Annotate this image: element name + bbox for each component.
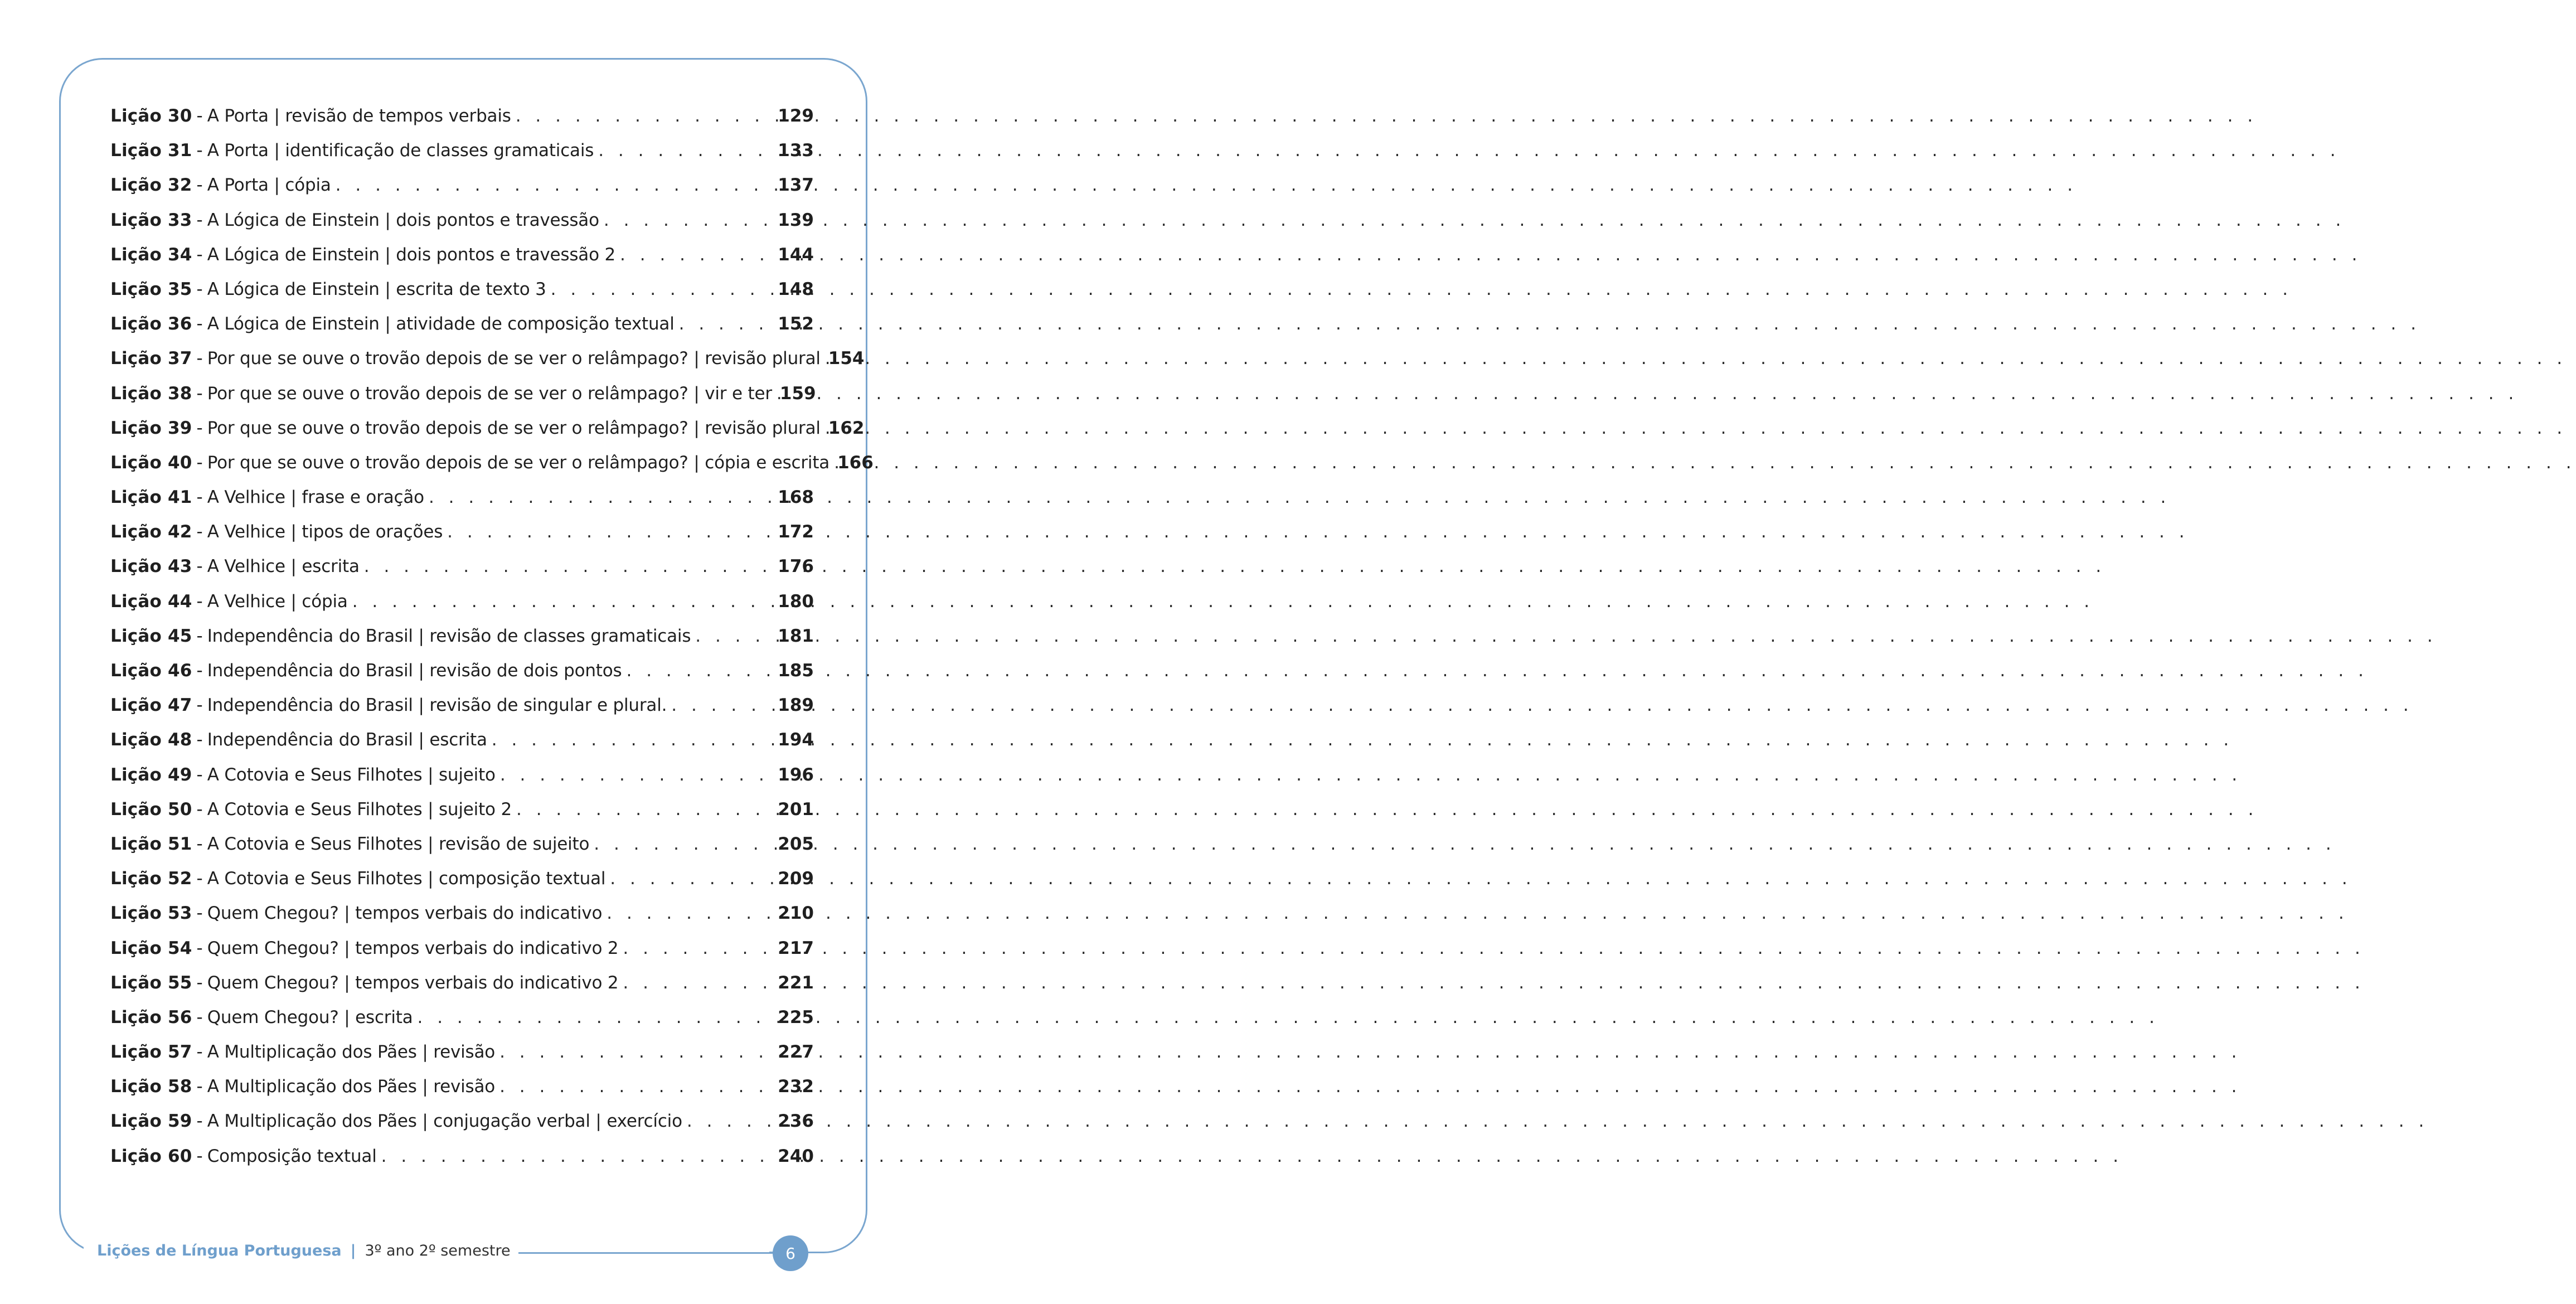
toc-lesson-number: Lição 38 xyxy=(110,383,192,404)
toc-entry xyxy=(110,556,814,591)
toc-lesson-title: Por que se ouve o trovão depois de se ver o relâmpago? | vir e ter xyxy=(207,383,772,404)
toc-leader-dots xyxy=(623,938,774,958)
toc-page-number: 139 xyxy=(778,210,814,230)
toc-lesson-number: Lição 57 xyxy=(110,1042,192,1063)
toc-dash: - xyxy=(196,972,203,993)
toc-lesson-number: Lição 58 xyxy=(110,1077,192,1097)
toc-entry xyxy=(110,418,865,453)
toc-page-number: 137 xyxy=(778,175,814,196)
toc-page-number: 129 xyxy=(778,106,814,126)
toc-lesson-title: A Velhice | escrita xyxy=(207,556,360,577)
toc-entry xyxy=(110,245,814,279)
toc-entry xyxy=(110,1042,814,1077)
toc-page-number: 181 xyxy=(778,626,814,646)
toc-entry xyxy=(110,1146,814,1181)
toc-dash: - xyxy=(196,556,203,577)
toc-dash: - xyxy=(196,661,203,681)
toc-lesson-title: A Cotovia e Seus Filhotes | composição textual xyxy=(207,869,606,889)
toc-lesson-title: A Cotovia e Seus Filhotes | sujeito 2 xyxy=(207,799,512,820)
toc-lesson-number: Lição 30 xyxy=(110,106,192,126)
footer xyxy=(97,1242,518,1259)
toc-page-number: 196 xyxy=(778,764,814,785)
toc-lesson-number: Lição 41 xyxy=(110,487,192,508)
toc-lesson-number: Lição 45 xyxy=(110,626,192,646)
toc-page-number: 205 xyxy=(778,833,814,854)
toc-lesson-title: A Lógica de Einstein | escrita de texto 3 xyxy=(207,279,546,299)
toc-lesson-number: Lição 43 xyxy=(110,556,192,577)
toc-entry xyxy=(110,765,814,799)
toc-leader-dots xyxy=(364,556,775,576)
toc-lesson-title: Quem Chegou? | tempos verbais do indicativo 2 xyxy=(207,972,619,993)
toc-lesson-title: A Velhice | tipos de orações xyxy=(207,522,443,542)
toc-entry xyxy=(110,384,814,418)
toc-entry xyxy=(110,661,814,695)
toc-lesson-number: Lição 37 xyxy=(110,348,192,369)
toc-lesson-title: Quem Chegou? | tempos verbais do indicativo xyxy=(207,903,603,924)
toc-lesson-number: Lição 42 xyxy=(110,522,192,542)
toc-leader-dots xyxy=(610,869,774,889)
toc-lesson-number: Lição 33 xyxy=(110,210,192,230)
toc-dash: - xyxy=(196,799,203,820)
toc-page-number: 159 xyxy=(779,383,816,404)
toc-lesson-number: Lição 35 xyxy=(110,279,192,299)
toc-entry xyxy=(110,279,814,314)
toc-lesson-number: Lição 55 xyxy=(110,972,192,993)
toc-lesson-number: Lição 40 xyxy=(110,452,192,473)
toc-entry xyxy=(110,348,865,383)
toc-leader-dots xyxy=(352,592,775,612)
toc-leader-dots xyxy=(604,210,774,230)
toc-dash: - xyxy=(196,210,203,230)
toc-dash: - xyxy=(196,106,203,126)
toc-page-number: 185 xyxy=(778,661,814,681)
toc-dash: - xyxy=(196,1007,203,1027)
toc-lesson-number: Lição 36 xyxy=(110,314,192,335)
toc-lesson-title: Independência do Brasil | revisão de classes gramaticais xyxy=(207,626,691,646)
toc-lesson-title: A Multiplicação dos Pães | revisão xyxy=(207,1077,496,1097)
toc-lesson-number: Lição 49 xyxy=(110,764,192,785)
toc-entry xyxy=(110,938,814,973)
table-of-contents xyxy=(110,106,874,1181)
toc-lesson-title: Independência do Brasil | revisão de dois pontos xyxy=(207,661,622,681)
toc-entry xyxy=(110,1007,814,1042)
toc-page-number: 209 xyxy=(778,869,814,889)
toc-leader-dots xyxy=(499,1042,774,1062)
toc-leader-dots xyxy=(687,1111,774,1131)
toc-lesson-number: Lição 59 xyxy=(110,1111,192,1132)
toc-lesson-title: Quem Chegou? | escrita xyxy=(207,1007,413,1027)
toc-leader-dots xyxy=(336,175,775,195)
toc-page-number: 168 xyxy=(778,487,814,508)
toc-dash: - xyxy=(196,487,203,508)
toc-lesson-title: A Velhice | cópia xyxy=(207,591,348,612)
toc-lesson-title: Por que se ouve o trovão depois de se ver o relâmpago? | cópia e escrita xyxy=(207,452,830,473)
toc-dash: - xyxy=(196,903,203,924)
toc-dash: - xyxy=(196,626,203,646)
toc-leader-dots xyxy=(500,765,774,785)
toc-lesson-title: A Lógica de Einstein | atividade de composição textual xyxy=(207,314,675,335)
toc-dash: - xyxy=(196,1042,203,1063)
toc-page-number: 189 xyxy=(778,695,814,716)
toc-lesson-title: A Multiplicação dos Pães | revisão xyxy=(207,1042,496,1063)
toc-dash: - xyxy=(196,764,203,785)
toc-lesson-number: Lição 52 xyxy=(110,869,192,889)
toc-page-number: 148 xyxy=(778,279,814,299)
toc-lesson-title: Composição textual xyxy=(207,1146,377,1166)
toc-leader-dots xyxy=(499,1077,774,1097)
toc-leader-dots xyxy=(381,1146,775,1166)
toc-page-number: 154 xyxy=(828,348,865,369)
toc-dash: - xyxy=(196,244,203,265)
toc-lesson-number: Lição 31 xyxy=(110,140,192,161)
page-number-badge: 6 xyxy=(773,1235,808,1271)
toc-page-number: 240 xyxy=(778,1146,814,1166)
toc-entry xyxy=(110,903,814,938)
toc-lesson-title: Por que se ouve o trovão depois de se ver o relâmpago? | revisão plural xyxy=(207,348,821,369)
toc-dash: - xyxy=(196,522,203,542)
toc-leader-dots xyxy=(594,834,774,854)
toc-lesson-title: A Cotovia e Seus Filhotes | revisão de sujeito xyxy=(207,833,590,854)
footer-separator: | xyxy=(350,1242,356,1259)
toc-lesson-title: A Multiplicação dos Pães | conjugação verbal | exercício xyxy=(207,1111,682,1132)
toc-page-number: 232 xyxy=(778,1077,814,1097)
toc-page-number: 194 xyxy=(778,730,814,750)
toc-page-number: 236 xyxy=(778,1111,814,1132)
toc-page-number: 217 xyxy=(778,938,814,958)
toc-dash: - xyxy=(196,1077,203,1097)
toc-page-number: 166 xyxy=(837,452,874,473)
toc-page-number: 176 xyxy=(778,556,814,577)
toc-entry xyxy=(110,175,814,210)
toc-entry xyxy=(110,106,814,140)
toc-lesson-number: Lição 56 xyxy=(110,1007,192,1027)
toc-lesson-number: Lição 53 xyxy=(110,903,192,924)
toc-entry xyxy=(110,834,814,869)
toc-lesson-number: Lição 47 xyxy=(110,695,192,716)
toc-page-number: 172 xyxy=(778,522,814,542)
toc-lesson-number: Lição 34 xyxy=(110,244,192,265)
toc-page-number: 180 xyxy=(778,591,814,612)
toc-lesson-title: A Porta | revisão de tempos verbais xyxy=(207,106,511,126)
toc-page-number: 144 xyxy=(778,244,814,265)
toc-dash: - xyxy=(196,938,203,958)
toc-page-number: 225 xyxy=(778,1007,814,1027)
toc-lesson-number: Lição 60 xyxy=(110,1146,192,1166)
toc-lesson-number: Lição 39 xyxy=(110,418,192,438)
toc-entry xyxy=(110,210,814,245)
toc-leader-dots xyxy=(447,522,774,542)
toc-leader-dots xyxy=(418,1007,775,1027)
toc-dash: - xyxy=(196,869,203,889)
toc-page-number: 221 xyxy=(778,972,814,993)
toc-dash: - xyxy=(196,140,203,161)
toc-page-number: 133 xyxy=(778,140,814,161)
toc-leader-dots xyxy=(492,730,775,750)
toc-dash: - xyxy=(196,175,203,196)
toc-entry xyxy=(110,1077,814,1111)
toc-dash: - xyxy=(196,695,203,716)
toc-page-number: 227 xyxy=(778,1042,814,1063)
toc-dash: - xyxy=(196,833,203,854)
toc-lesson-title: A Lógica de Einstein | dois pontos e travessão xyxy=(207,210,599,230)
toc-leader-dots xyxy=(607,903,774,923)
toc-entry xyxy=(110,730,814,764)
toc-lesson-title: A Porta | cópia xyxy=(207,175,331,196)
toc-entry xyxy=(110,626,814,661)
toc-dash: - xyxy=(196,314,203,335)
toc-dash: - xyxy=(196,730,203,750)
toc-dash: - xyxy=(196,383,203,404)
toc-lesson-title: A Porta | identificação de classes gramaticais xyxy=(207,140,594,161)
toc-entry xyxy=(110,140,814,175)
toc-leader-dots xyxy=(516,799,774,820)
toc-dash: - xyxy=(196,279,203,299)
toc-dash: - xyxy=(196,452,203,473)
toc-lesson-number: Lição 51 xyxy=(110,833,192,854)
toc-entry xyxy=(110,973,814,1007)
toc-dash: - xyxy=(196,1146,203,1166)
toc-entry xyxy=(110,522,814,556)
toc-lesson-title: A Lógica de Einstein | dois pontos e travessão 2 xyxy=(207,244,616,265)
toc-dash: - xyxy=(196,348,203,369)
toc-lesson-number: Lição 50 xyxy=(110,799,192,820)
toc-entry xyxy=(110,1111,814,1146)
toc-leader-dots xyxy=(429,487,774,507)
toc-leader-dots xyxy=(598,140,774,161)
toc-dash: - xyxy=(196,1111,203,1132)
footer-grade: 3º ano 2º semestre xyxy=(365,1242,511,1259)
toc-entry xyxy=(110,799,814,834)
toc-lesson-number: Lição 54 xyxy=(110,938,192,958)
toc-dash: - xyxy=(196,591,203,612)
toc-leader-dots xyxy=(623,973,774,993)
toc-page-number: 152 xyxy=(778,314,814,335)
toc-lesson-number: Lição 32 xyxy=(110,175,192,196)
toc-page-number: 162 xyxy=(828,418,865,438)
toc-lesson-number: Lição 44 xyxy=(110,591,192,612)
toc-entry xyxy=(110,452,874,487)
toc-dash: - xyxy=(196,418,203,438)
toc-leader-dots xyxy=(516,106,775,126)
toc-leader-dots xyxy=(695,626,774,646)
toc-page-number: 201 xyxy=(778,799,814,820)
toc-page-number: 210 xyxy=(778,903,814,924)
toc-lesson-title: Quem Chegou? | tempos verbais do indicativo 2 xyxy=(207,938,619,958)
toc-entry xyxy=(110,592,814,626)
toc-entry xyxy=(110,487,814,522)
toc-lesson-number: Lição 46 xyxy=(110,661,192,681)
toc-lesson-title: A Cotovia e Seus Filhotes | sujeito xyxy=(207,764,496,785)
toc-lesson-title: Por que se ouve o trovão depois de se ver o relâmpago? | revisão plural xyxy=(207,418,821,438)
toc-lesson-title: Independência do Brasil | revisão de singular e plural. xyxy=(207,695,667,716)
footer-book-title: Lições de Língua Portuguesa xyxy=(97,1242,342,1259)
toc-leader-dots xyxy=(626,661,774,681)
toc-entry xyxy=(110,695,814,730)
toc-lesson-number: Lição 48 xyxy=(110,730,192,750)
toc-entry xyxy=(110,314,814,348)
toc-lesson-title: Independência do Brasil | escrita xyxy=(207,730,487,750)
toc-lesson-title: A Velhice | frase e oração xyxy=(207,487,424,508)
toc-leader-dots xyxy=(679,314,775,334)
toc-leader-dots xyxy=(551,279,775,299)
toc-leader-dots xyxy=(671,695,774,715)
toc-entry xyxy=(110,869,814,903)
toc-leader-dots xyxy=(620,245,774,265)
